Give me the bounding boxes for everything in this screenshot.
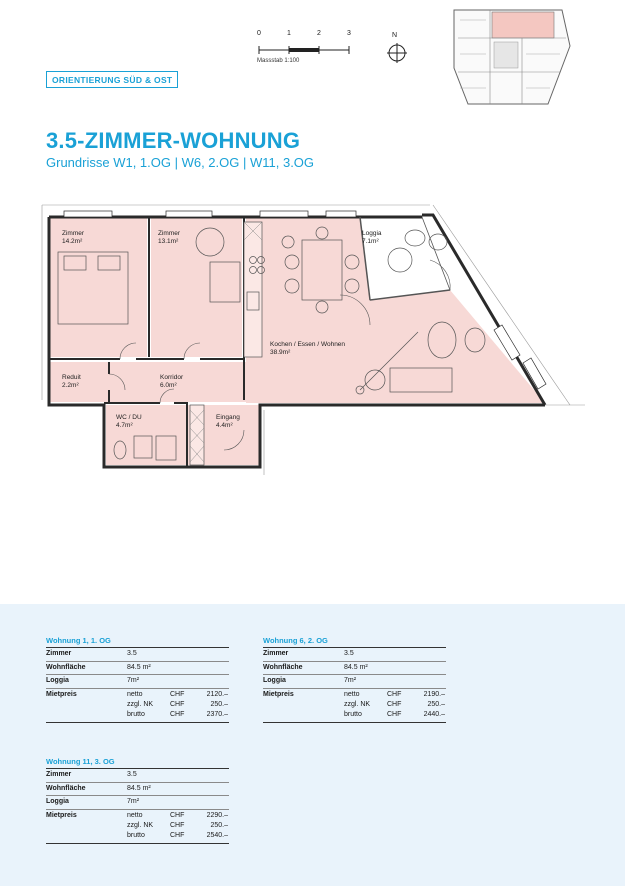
price-label: netto [344, 690, 360, 698]
price-label: zzgl. NK [127, 821, 154, 829]
row-value: 84.5 m² [127, 784, 151, 792]
apartment-table-1 [46, 636, 229, 723]
price-label: zzgl. NK [127, 700, 154, 708]
price-line [127, 822, 229, 832]
row-value: 7m² [344, 677, 357, 684]
room-area: 13.1m² [158, 238, 179, 245]
row-value: 3.5 [127, 650, 137, 657]
price-label: zzgl. NK [344, 700, 371, 708]
row-key: Loggia [46, 677, 69, 684]
row-value: 84.5 m² [344, 663, 368, 671]
table-row [46, 675, 229, 689]
price-amount: 250.– [210, 821, 228, 829]
price-line [127, 691, 229, 701]
page-title: 3.5-ZIMMER-WOHNUNG [46, 128, 301, 153]
table-row [263, 675, 446, 689]
table-row [46, 648, 229, 662]
room-area: 6.0m² [160, 382, 177, 389]
floor-plan [40, 200, 590, 475]
price-currency: CHF [170, 821, 185, 829]
price-line [127, 832, 229, 842]
room-label-reduit [62, 374, 81, 390]
row-value: 3.5 [344, 650, 354, 657]
price-label: brutto [344, 710, 362, 718]
price-block [127, 691, 229, 721]
room-label-zimmer-2 [158, 230, 180, 246]
room-label-kochen-essen-wohnen [270, 341, 345, 357]
price-currency: CHF [387, 690, 402, 698]
table-row [46, 783, 229, 797]
room-area: 38.9m² [270, 349, 291, 356]
table-row [46, 796, 229, 810]
row-key: Zimmer [263, 650, 289, 657]
price-currency: CHF [170, 700, 185, 708]
row-value: 3.5 [127, 771, 137, 778]
room-name: Kochen / Essen / Wohnen [270, 341, 346, 348]
row-key: Mietpreis [46, 811, 77, 819]
row-key: Loggia [46, 798, 69, 805]
price-label: brutto [127, 710, 145, 718]
row-key: Mietpreis [263, 690, 294, 698]
scale-tick-label: 1 [287, 30, 291, 37]
scale-caption: Massstab 1:100 [257, 58, 300, 64]
table-row [46, 689, 229, 724]
price-amount: 2120.– [206, 690, 228, 698]
price-currency: CHF [387, 710, 402, 718]
price-currency: CHF [170, 811, 185, 819]
price-label: netto [127, 690, 143, 698]
room-area: 7.1m² [362, 238, 379, 245]
room-area: 4.4m² [216, 422, 233, 429]
room-label-wc-du [116, 414, 142, 430]
key-plan-thumbnail [450, 8, 572, 108]
row-value: 84.5 m² [127, 663, 151, 671]
price-amount: 2190.– [423, 690, 445, 698]
price-currency: CHF [170, 831, 185, 839]
room-name: Zimmer [158, 230, 181, 237]
table-row [263, 689, 446, 724]
orientation-tag: ORIENTIERUNG SÜD & OST [46, 71, 178, 88]
room-area: 4.7m² [116, 422, 133, 429]
scale-tick-label: 3 [347, 30, 351, 37]
north-label: N [392, 32, 398, 39]
price-line [344, 701, 446, 711]
price-currency: CHF [387, 700, 402, 708]
price-line [127, 711, 229, 721]
price-line [344, 711, 446, 721]
table-row [263, 662, 446, 676]
room-label-korridor [160, 374, 183, 390]
table-row [46, 769, 229, 783]
row-key: Mietpreis [46, 690, 77, 698]
row-key: Wohnfläche [263, 663, 303, 671]
price-amount: 2290.– [206, 811, 228, 819]
room-label-zimmer-1 [62, 230, 84, 246]
room-name: Eingang [216, 414, 240, 421]
price-block [127, 812, 229, 842]
price-line [127, 812, 229, 822]
floor-plan-drawing [40, 200, 590, 475]
room-area: 14.2m² [62, 238, 83, 245]
price-currency: CHF [170, 690, 185, 698]
table-row [46, 662, 229, 676]
scale-tick-label: 0 [257, 30, 261, 37]
table-header: Wohnung 11, 3. OG [46, 757, 229, 769]
table-header: Wohnung 6, 2. OG [263, 636, 446, 648]
price-currency: CHF [170, 710, 185, 718]
table-row [263, 648, 446, 662]
price-amount: 2540.– [206, 831, 228, 839]
scale-bar [255, 30, 355, 70]
price-label: brutto [127, 831, 145, 839]
price-amount: 250.– [210, 700, 228, 708]
row-key: Zimmer [46, 771, 72, 778]
row-key: Zimmer [46, 650, 72, 657]
row-key: Wohnfläche [46, 784, 86, 792]
north-compass-icon [386, 42, 408, 64]
row-value: 7m² [127, 798, 140, 805]
price-amount: 250.– [427, 700, 445, 708]
row-key: Loggia [263, 677, 286, 684]
room-area: 2.2m² [62, 382, 79, 389]
price-label: netto [127, 811, 143, 819]
price-line [344, 691, 446, 701]
room-name: Loggia [362, 230, 382, 237]
room-name: Reduit [62, 374, 81, 381]
row-value: 7m² [127, 677, 140, 684]
apartment-table-11 [46, 757, 229, 844]
price-amount: 2440.– [423, 710, 445, 718]
room-name: Korridor [160, 374, 184, 381]
row-key: Wohnfläche [46, 663, 86, 671]
table-row [46, 810, 229, 845]
room-label-loggia [362, 230, 382, 246]
scale-tick-label: 2 [317, 30, 321, 37]
price-line [127, 701, 229, 711]
table-header: Wohnung 1, 1. OG [46, 636, 229, 648]
room-name: WC / DU [116, 414, 142, 421]
price-amount: 2370.– [206, 710, 228, 718]
price-block [344, 691, 446, 721]
apartment-table-6 [263, 636, 446, 723]
page-subtitle: Grundrisse W1, 1.OG | W6, 2.OG | W11, 3.OG [46, 155, 315, 170]
room-label-eingang [216, 414, 240, 430]
room-name: Zimmer [62, 230, 85, 237]
